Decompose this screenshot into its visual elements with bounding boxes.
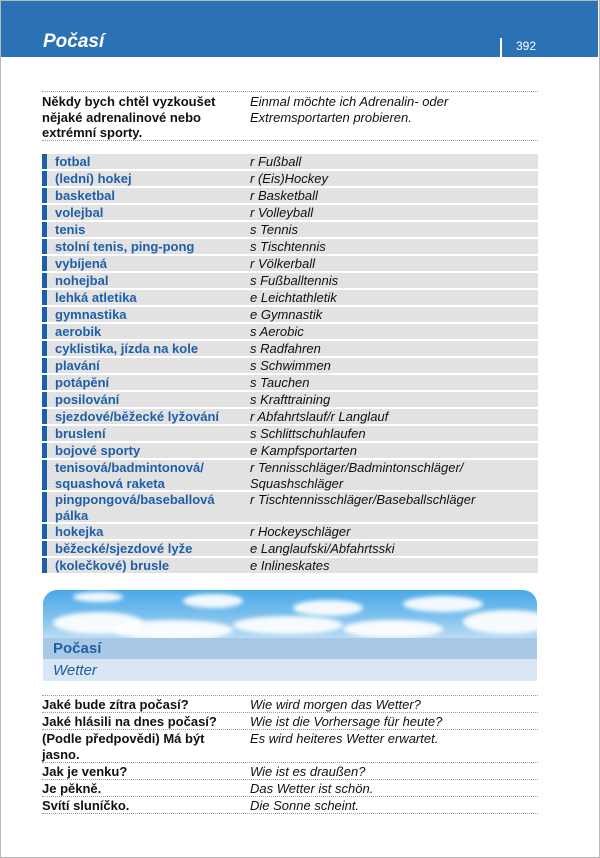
- section-title-bar: [43, 638, 537, 659]
- vocab-german: s Tischtennis: [250, 239, 326, 254]
- phrase-czech: Jaké hlásili na dnes počasí?: [42, 714, 217, 729]
- row-marker: [42, 409, 47, 424]
- phrase-list: [42, 695, 538, 814]
- phrase-german: Wie ist es draußen?: [250, 764, 366, 779]
- vocab-row: [42, 409, 538, 426]
- vocab-row: [42, 426, 538, 443]
- vocab-row: [42, 341, 538, 358]
- vocab-czech: basketbal: [55, 188, 115, 203]
- vocab-german: r Völkerball: [250, 256, 316, 271]
- vocab-row: [42, 558, 538, 575]
- row-marker: [42, 222, 47, 237]
- row-marker: [42, 358, 47, 373]
- phrase-row: [42, 730, 538, 763]
- vocab-row: [42, 307, 538, 324]
- phrase-german: Das Wetter ist schön.: [250, 781, 374, 796]
- row-marker: [42, 188, 47, 203]
- phrase-czech: (Podle předpovědi) Má být jasno.: [42, 731, 205, 762]
- vocab-row: [42, 460, 538, 492]
- intro-phrase: [42, 91, 538, 141]
- row-marker: [42, 256, 47, 271]
- vocab-row: [42, 392, 538, 409]
- phrase-czech: Svítí sluníčko.: [42, 798, 130, 813]
- header-divider: [500, 38, 502, 60]
- vocab-german: s Schwimmen: [250, 358, 331, 373]
- page-number: 392: [516, 39, 537, 53]
- vocab-czech: tenis: [55, 222, 86, 237]
- phrase-german: Es wird heiteres Wetter erwartet.: [250, 731, 439, 746]
- vocab-german: r Volleyball: [250, 205, 314, 220]
- vocab-german: s Radfahren: [250, 341, 321, 356]
- vocab-czech: bruslení: [55, 426, 106, 441]
- row-marker: [42, 558, 47, 573]
- vocab-german: s Aerobic: [250, 324, 304, 339]
- row-marker: [42, 443, 47, 458]
- vocab-german: e Kampfsportarten: [250, 443, 357, 458]
- phrase-german: Wie ist die Vorhersage für heute?: [250, 714, 443, 729]
- phrase-german: Die Sonne scheint.: [250, 798, 360, 813]
- row-marker: [42, 273, 47, 288]
- vocab-german: r Hockeyschläger: [250, 524, 351, 539]
- phrase-german: Wie wird morgen das Wetter?: [250, 697, 421, 712]
- vocab-german: e Gymnastik: [250, 307, 323, 322]
- vocab-row: [42, 154, 538, 171]
- vocab-czech: volejbal: [55, 205, 104, 220]
- phrase-row: [42, 713, 538, 730]
- vocab-row: [42, 324, 538, 341]
- row-marker: [42, 307, 47, 322]
- vocab-row: [42, 524, 538, 541]
- row-marker: [42, 375, 47, 390]
- row-marker: [42, 205, 47, 220]
- phrase-row: [42, 763, 538, 780]
- row-marker: [42, 324, 47, 339]
- vocab-german: s Krafttraining: [250, 392, 331, 407]
- vocab-row: [42, 358, 538, 375]
- row-marker: [42, 290, 47, 305]
- vocab-row: [42, 290, 538, 307]
- row-marker: [42, 460, 47, 490]
- vocab-czech: cyklistika, jízda na kole: [55, 341, 199, 356]
- vocab-german: r (Eis)Hockey: [250, 171, 329, 186]
- row-marker: [42, 239, 47, 254]
- vocab-row: [42, 375, 538, 392]
- vocab-row: [42, 443, 538, 460]
- vocab-german: r Tischtennisschläger/Baseballschläger: [250, 492, 476, 507]
- row-marker: [42, 171, 47, 186]
- vocab-czech: nohejbal: [55, 273, 109, 288]
- vocab-czech: posilování: [55, 392, 120, 407]
- vocab-row: [42, 188, 538, 205]
- phrase-czech: Jaké bude zítra počasí?: [42, 697, 189, 712]
- vocab-row: [42, 171, 538, 188]
- sky-banner-image: [43, 590, 537, 638]
- phrase-row: [42, 696, 538, 713]
- vocab-german: s Schlittschuhlaufen: [250, 426, 366, 441]
- vocab-czech: běžecké/sjezdové lyže: [55, 541, 193, 556]
- vocab-german: s Tennis: [250, 222, 298, 237]
- vocab-german: e Leichtathletik: [250, 290, 337, 305]
- row-marker: [42, 426, 47, 441]
- row-marker: [42, 541, 47, 556]
- page-title: Počasí: [43, 31, 105, 52]
- vocab-czech: (lední) hokej: [55, 171, 132, 186]
- vocab-german: s Fußballtennis: [250, 273, 339, 288]
- phrase-row: [42, 780, 538, 797]
- vocab-czech: sjezdové/běžecké lyžování: [55, 409, 220, 424]
- phrase-row: [42, 797, 538, 814]
- vocab-german: e Langlaufski/Abfahrtsski: [250, 541, 395, 556]
- vocab-czech: stolní tenis, ping-pong: [55, 239, 195, 254]
- vocab-german: r Basketball: [250, 188, 318, 203]
- vocab-czech: plavání: [55, 358, 100, 373]
- vocab-czech: (kolečkové) brusle: [55, 558, 170, 573]
- section-subtitle-bar: [43, 659, 537, 681]
- vocab-czech: lehká atletika: [55, 290, 137, 305]
- vocab-czech: fotbal: [55, 154, 91, 169]
- vocab-row: [42, 239, 538, 256]
- vocab-german: r Fußball: [250, 154, 302, 169]
- vocab-row: [42, 492, 538, 524]
- vocab-czech: pingpongová/baseballová pálka: [55, 492, 215, 523]
- vocab-czech: tenisová/badmintonová/ squashová raketa: [55, 460, 204, 491]
- vocab-german: r Abfahrtslauf/r Langlauf: [250, 409, 389, 424]
- vocab-german: r Tennisschläger/Badmintonschläger/ Squashschläger: [250, 460, 464, 491]
- section-title: Počasí: [53, 640, 102, 657]
- row-marker: [42, 524, 47, 539]
- phrase-czech: Je pěkně.: [42, 781, 102, 796]
- vocab-czech: aerobik: [55, 324, 102, 339]
- intro-german: Einmal möchte ich Adrenalin- oder Extremsportarten probieren.: [250, 94, 449, 125]
- vocab-row: [42, 256, 538, 273]
- phrase-czech: Jak je venku?: [42, 764, 128, 779]
- vocab-row: [42, 273, 538, 290]
- vocab-czech: hokejka: [55, 524, 104, 539]
- vocabulary-table: [42, 154, 538, 575]
- row-marker: [42, 154, 47, 169]
- vocab-german: s Tauchen: [250, 375, 310, 390]
- section-subtitle: Wetter: [53, 662, 97, 679]
- vocab-row: [42, 541, 538, 558]
- row-marker: [42, 492, 47, 522]
- vocab-czech: gymnastika: [55, 307, 127, 322]
- vocab-german: e Inlineskates: [250, 558, 330, 573]
- vocab-czech: potápění: [55, 375, 110, 390]
- intro-czech: Někdy bych chtěl vyzkoušet nějaké adrenalinové nebo extrémní sporty.: [42, 94, 216, 140]
- row-marker: [42, 392, 47, 407]
- vocab-row: [42, 205, 538, 222]
- vocab-czech: bojové sporty: [55, 443, 141, 458]
- vocab-row: [42, 222, 538, 239]
- vocab-czech: vybíjená: [55, 256, 108, 271]
- row-marker: [42, 341, 47, 356]
- page-header: [1, 1, 598, 57]
